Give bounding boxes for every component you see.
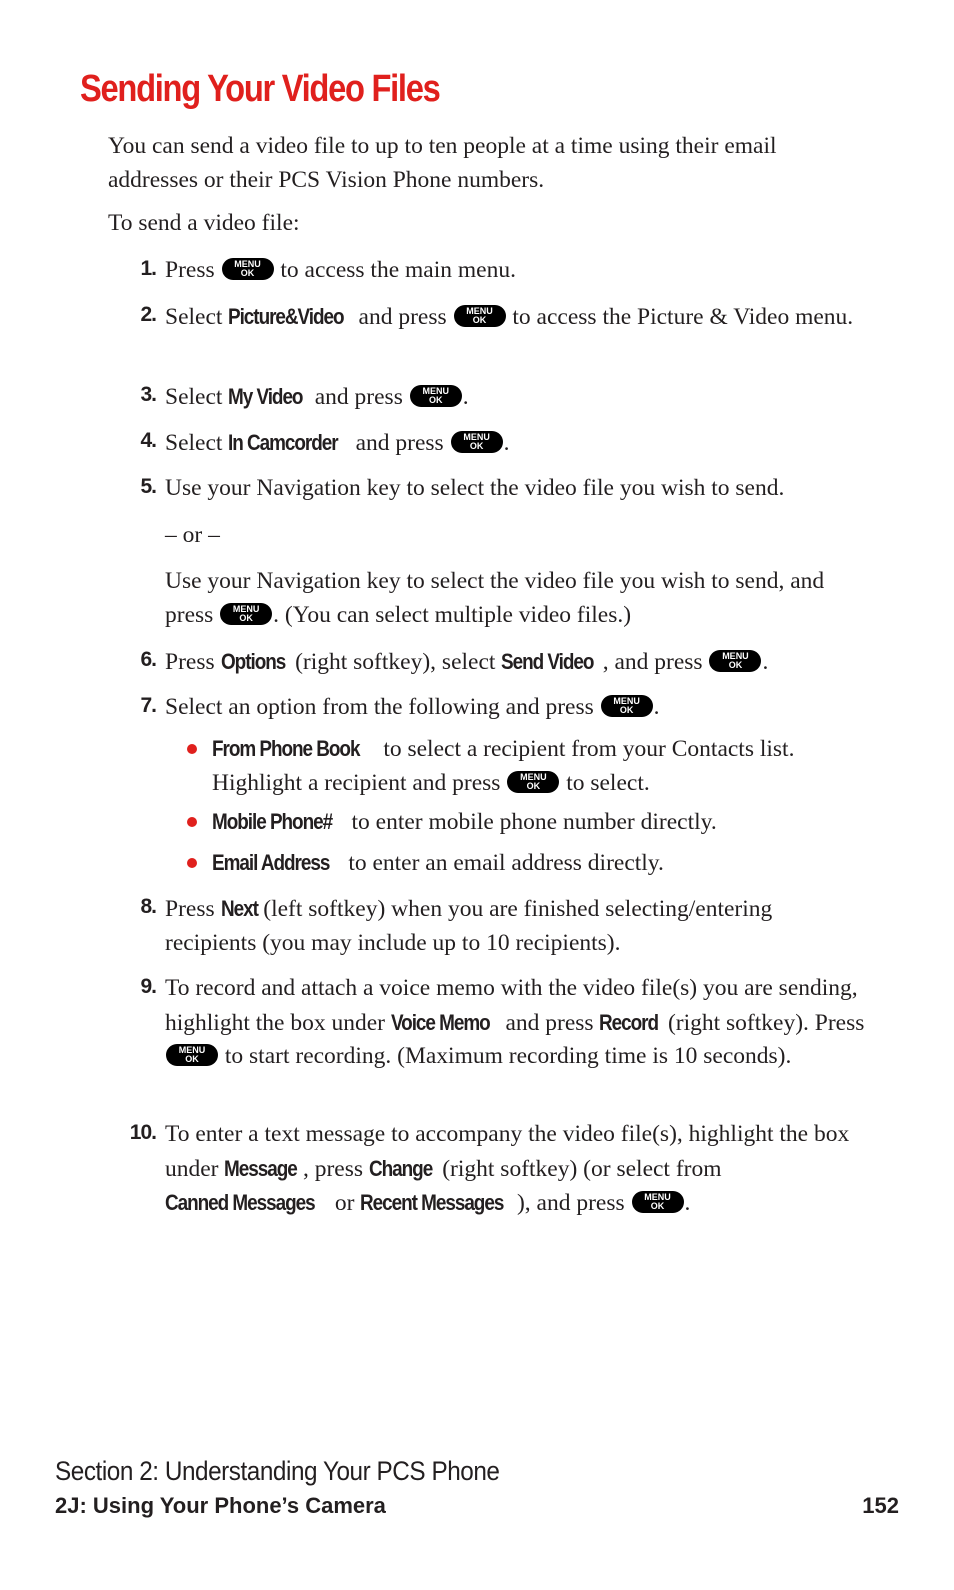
menu-ok-key-icon: MENU OK [601,695,653,717]
menu-ok-key-icon: MENU OK [220,603,272,625]
step-text: (right softkey) (or select from [442,1155,722,1182]
picture-video-label: Picture&Video [228,304,344,329]
step-number: 7. [140,694,156,717]
step-text: to access the main menu. [280,257,516,283]
lead-paragraph: To send a video file: [108,210,300,236]
from-phone-book-label: From Phone Book [212,736,360,761]
menu-ok-key-icon: MENU OK [632,1191,684,1213]
menu-ok-key-icon: MENU OK [451,431,503,453]
step-text: Use your Navigation key to select the video file you wish to send, and press [165,568,825,628]
bullet-text: to enter mobile phone number directly. [351,809,717,835]
step-text: to start recording. (Maximum recording time is 10 seconds). [224,1043,792,1069]
step-text: . [503,430,510,456]
step-1 [165,254,865,288]
in-camcorder-label: In Camcorder [228,430,338,455]
bullet-text: to select. [566,769,650,796]
menu-ok-key-icon: MENU OK [410,385,462,407]
step-text: , and press [602,649,703,675]
email-address-label: Email Address [212,850,330,875]
bullet-text: to select a recipient from your Contacts list. Highlight a recipient and press [212,736,795,796]
canned-messages-label: Canned Messages [165,1190,315,1215]
send-video-label: Send Video [501,649,594,674]
step-text: Press [165,649,215,675]
step-2 [165,300,865,335]
step-9 [165,972,865,1074]
voice-memo-label: Voice Memo [390,1009,490,1035]
step-text: Select [165,384,223,410]
step-text: Press [165,896,215,922]
bullet-icon [187,817,197,827]
step-text: and press [505,1009,594,1036]
step-text: Press [165,257,215,283]
step-number: 1. [140,257,156,280]
next-label: Next [220,896,258,921]
record-label: Record [599,1009,659,1035]
step-3 [165,380,865,415]
menu-ok-key-icon: MENU OK [507,771,559,793]
options-label: Options [220,649,285,674]
step-number: 6. [140,648,156,671]
step-text: or [334,1190,355,1216]
step-text: . [653,694,660,720]
change-label: Change [368,1155,433,1181]
footer-chapter-title: 2J: Using Your Phone’s Camera [55,1493,386,1518]
bullet-icon [187,858,197,868]
menu-ok-key-icon: MENU OK [222,258,274,280]
step-8 [165,892,865,960]
step-7 [165,691,865,725]
recent-messages-label: Recent Messages [360,1190,504,1215]
step-text: . [462,384,469,410]
bullet-text: to enter an email address directly. [348,850,664,876]
menu-ok-key-icon: MENU OK [709,650,761,672]
step-text: Select [165,304,223,330]
step-text: and press [355,430,444,456]
step-text: (left softkey) when you are finished selecting/entering recipients (you may include up to 10 recipients). [165,896,773,956]
bullet-mobile-phone [212,805,872,840]
step-text: to access the Picture & Video menu. [512,304,854,330]
step-10 [165,1118,865,1221]
mobile-phone-label: Mobile Phone# [212,809,333,834]
step-text: To enter a text message to accompany the video file(s), highlight the box under [165,1121,850,1182]
step-4 [165,426,865,461]
step-number: 2. [140,303,156,326]
step-text: and press [358,304,447,330]
step-text: and press [314,384,403,410]
bullet-email-address [212,846,872,881]
footer-section-title: Section 2: Understanding Your PCS Phone [55,1456,500,1486]
step-text: ), and press [516,1190,625,1216]
step-5: Use your Navigation key to select the video file you wish to send. [165,475,785,501]
step-number: 3. [140,383,156,406]
my-video-label: My Video [228,384,303,409]
step-number: 9. [140,975,156,998]
bullet-from-phone-book [212,732,872,800]
step-text: (right softkey). Press [667,1009,865,1036]
page-title: Sending Your Video Files [80,68,440,110]
bullet-icon [187,744,197,754]
or-separator: – or – [165,522,220,548]
page-number: 152 [862,1493,899,1518]
step-text: , press [302,1155,363,1182]
intro-paragraph: You can send a video file to up to ten people at a time using their email addresses or their PCS Vision Phone numbers. [108,133,777,193]
step-number: 8. [140,895,156,918]
step-text: . (You can select multiple video files.) [273,601,632,628]
step-number: 5. [140,475,156,498]
step-text: (right softkey), select [295,649,496,675]
menu-ok-key-icon: MENU OK [166,1044,218,1066]
step-text: Select [165,430,223,456]
menu-ok-key-icon: MENU OK [454,305,506,327]
step-text: To record and attach a voice memo with the video file(s) you are sending, highlight the box under [165,975,858,1036]
step-text: . [762,649,769,675]
step-text: Select an option from the following and press [165,694,594,720]
step-text: . [684,1190,691,1216]
step-5-alternative [165,565,865,632]
step-number: 4. [140,429,156,452]
step-number: 10. [129,1121,156,1144]
message-label: Message [224,1155,298,1181]
step-6 [165,645,865,680]
